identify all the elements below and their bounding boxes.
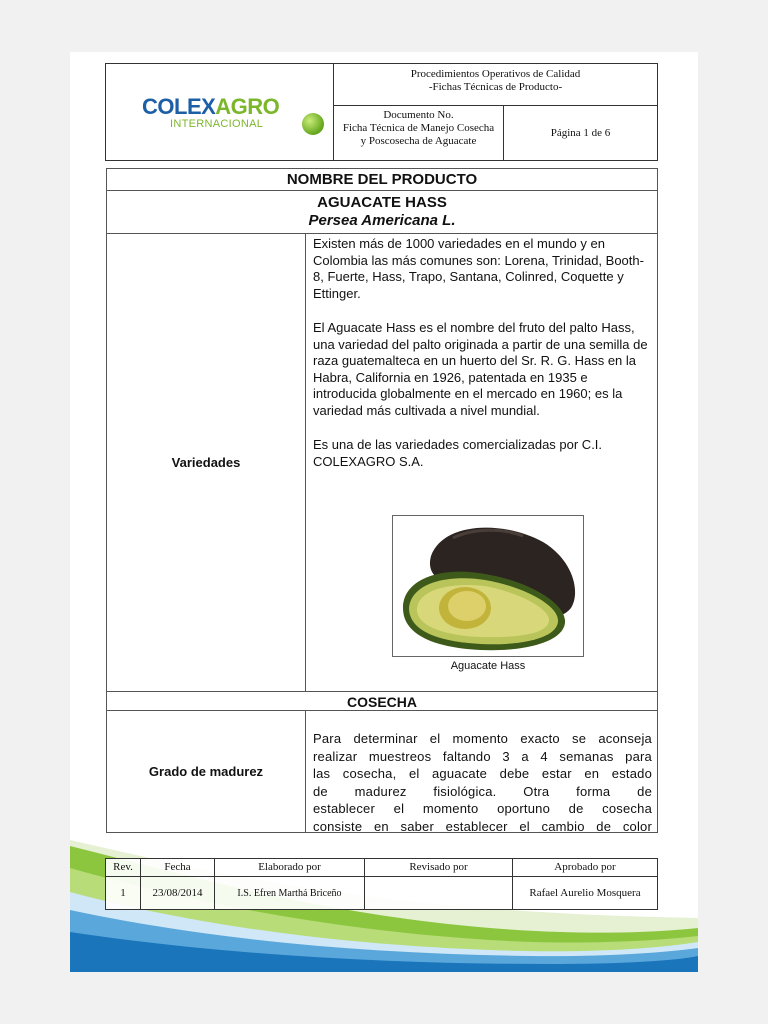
revision-col-elaborado <box>215 859 365 909</box>
grado-madurez-line: las cosecha, el aguacate debe estar en estado <box>313 766 652 781</box>
document-header <box>105 63 658 161</box>
grado-madurez-line: consiste en saber establecer el cambio de color <box>313 818 652 834</box>
revision-col-fecha <box>141 859 215 909</box>
revision-table <box>105 858 658 910</box>
grado-madurez-text <box>313 730 652 835</box>
grado-madurez-line: de madurez fisiológica. Otra forma de <box>313 783 652 799</box>
revision-header: Elaborado por <box>215 859 364 877</box>
variedades-text <box>313 236 653 488</box>
grado-madurez-line: Para determinar el momento exacto se aconseja <box>313 731 652 746</box>
revision-col-aprobado <box>513 859 657 909</box>
revision-value: 23/08/2014 <box>152 887 203 899</box>
revision-value: 1 <box>120 887 126 899</box>
document-page <box>70 52 698 972</box>
avocado-photo <box>392 515 584 657</box>
logo-part2: AGRO <box>215 94 280 119</box>
logo-part1: COLEX <box>142 94 216 119</box>
revision-value: I.S. Efren Marthá Briceño <box>237 887 342 899</box>
revision-col-rev <box>106 859 141 909</box>
variedades-paragraph-2: El Aguacate Hass es el nombre del fruto del palto Hass, una variedad del palto originada a partir de una semilla de raza guatemalteca en un huerto del Sr. R. G. Hass en la Habra, California en 1926, patentada en 1935 e introducida globalmente en el mercado en 1960; es la variedad más cultivada a nivel mundial. <box>313 320 648 418</box>
cosecha-heading: COSECHA <box>107 691 657 711</box>
avocado-photo-caption: Aguacate Hass <box>450 660 526 672</box>
product-table <box>106 168 658 833</box>
grado-madurez-label: Grado de madurez <box>107 711 306 832</box>
variedades-paragraph-3: Es una de las variedades comercializadas por C.I. COLEXAGRO S.A. <box>313 437 603 469</box>
logo-ball-icon <box>302 113 324 135</box>
revision-header: Fecha <box>141 859 214 877</box>
revision-header: Revisado por <box>365 859 512 877</box>
revision-value <box>365 877 512 909</box>
header-document-number <box>334 106 504 160</box>
grado-madurez-line: realizar muestreos faltando 3 a 4 semanas para <box>313 748 652 764</box>
product-heading: NOMBRE DEL PRODUCTO <box>107 169 657 191</box>
product-name: AGUACATE HASS <box>317 194 447 211</box>
header-title-line2: -Fichas Técnicas de Producto- <box>428 81 563 93</box>
variedades-label: Variedades <box>107 234 306 691</box>
header-title-line1: Procedimientos Operativos de Calidad <box>410 68 581 80</box>
logo-subtitle: INTERNACIONAL <box>170 118 264 130</box>
grado-madurez-line: establecer el momento oportuno de cosecha <box>313 801 652 816</box>
header-doc-line1: Documento No. <box>383 109 454 121</box>
product-name-row <box>107 191 657 234</box>
header-doc-line2: Ficha Técnica de Manejo Cosecha <box>342 122 495 134</box>
revision-value: Rafael Aurelio Mosquera <box>529 887 641 899</box>
product-scientific-name: Persea Americana L. <box>308 212 456 229</box>
revision-col-revisado <box>365 859 513 909</box>
variedades-paragraph-1: Existen más de 1000 variedades en el mundo y en Colombia las más comunes son: Lorena, Trinidad, Booth-8, Fuerte, Hass, Trapo, Santana, Colinred, Coquette y Ettinger. <box>313 236 644 301</box>
header-title <box>334 64 657 106</box>
header-page-number: Página 1 de 6 <box>550 127 611 139</box>
revision-header: Aprobado por <box>513 859 657 877</box>
revision-header: Rev. <box>106 859 140 877</box>
company-logo <box>106 64 334 160</box>
header-doc-line3: y Poscosecha de Aguacate <box>360 135 477 147</box>
